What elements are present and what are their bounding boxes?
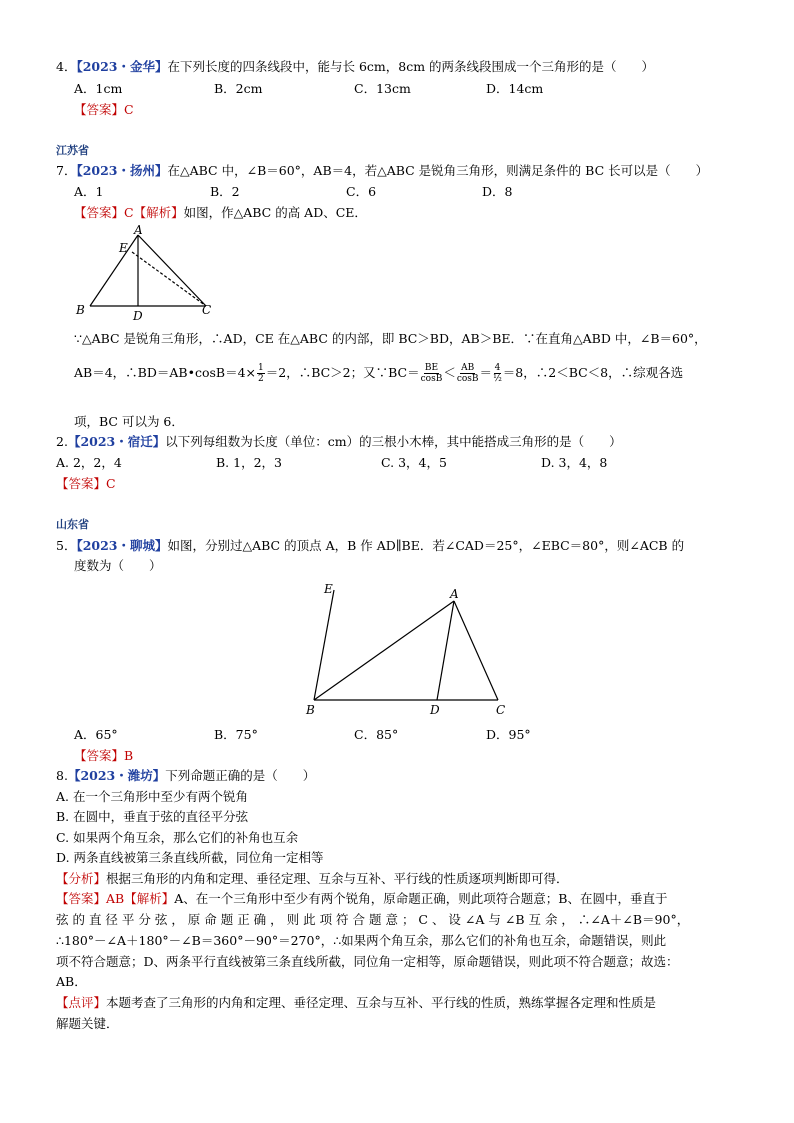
q4-option-a: A．1cm bbox=[74, 81, 123, 96]
q7-solution-text-c: ＝8，∴2＜BC＜8，∴综观各选 bbox=[502, 365, 684, 380]
q8-number: 8. bbox=[56, 768, 68, 783]
q7-fraction-be-num: BE bbox=[424, 363, 439, 373]
q7-option-a: A．1 bbox=[74, 184, 104, 199]
q7-fraction-ab-cosb bbox=[457, 363, 479, 384]
q8-comment-line1 bbox=[56, 994, 656, 1012]
province-heading-shandong: 山东省 bbox=[56, 518, 89, 531]
q8-analysis-text: 根据三角形的内角和定理、垂径定理、互余与互补、平行线的性质逐项判断即可得． bbox=[106, 871, 569, 886]
q5-answer bbox=[74, 747, 133, 765]
q5-label-e: E bbox=[324, 582, 333, 596]
q8-option-b: B. 在圆中，垂直于弦的直径平分弦 bbox=[56, 809, 249, 824]
q8-option-c: C. 如果两个角互余，那么它们的补角也互余 bbox=[56, 830, 299, 845]
q5-option-d: D．95° bbox=[486, 727, 531, 742]
q8-comment-line2: 解题关键． bbox=[56, 1016, 119, 1031]
q7-answer-line bbox=[74, 204, 367, 222]
q2-stem: 以下列每组数为长度（单位：cm）的三根小木棒，其中能搭成三角形的是（ ） bbox=[165, 434, 622, 449]
q8-explain-line4: 项不符合题意；D、两条平行直线被第三条直线所截，同位角一定相等，原命题错误，则此项不符合题意；故选： bbox=[56, 954, 679, 969]
q7-solution-line3: 项，BC 可以为 6． bbox=[74, 414, 184, 429]
q8-explain-line5: AB． bbox=[56, 974, 87, 989]
q2-stem-line bbox=[56, 433, 622, 451]
q5-answer-value: B bbox=[124, 748, 134, 763]
q7-fraction-be-den: cosB bbox=[420, 374, 443, 384]
q7-label-c: C bbox=[202, 303, 212, 317]
q4-source-tag: 【2023・金华】 bbox=[76, 59, 168, 74]
q5-segment-ad bbox=[437, 601, 454, 700]
q8-answer-line bbox=[56, 890, 667, 908]
q2-number: 2. bbox=[56, 434, 68, 449]
q8-stem: 下列命题正确的是（ ） bbox=[165, 768, 316, 783]
q7-less-than: ＜ bbox=[443, 365, 456, 380]
q7-fraction-half bbox=[257, 363, 265, 384]
q7-fraction-4-half bbox=[493, 363, 502, 384]
q8-explain-line1: A、在一个三角形中至少有两个锐角，原命题正确，则此项符合题意；B、在圆中，垂直于 bbox=[174, 891, 668, 906]
q5-stem: 如图，分别过△ABC 的顶点 A，B 作 AD∥BE．若∠CAD＝25°，∠EBC＝80°，则∠ACB 的 bbox=[167, 538, 685, 553]
q8-analysis-label: 【分析】 bbox=[56, 871, 107, 886]
q7-stem-line bbox=[56, 162, 708, 180]
q5-segment-ba bbox=[314, 601, 454, 700]
q8-source-tag: 【2023・潍坊】 bbox=[67, 768, 166, 783]
q8-answer-value: AB bbox=[106, 891, 125, 906]
q7-source-tag: 【2023・扬州】 bbox=[76, 163, 168, 178]
q2-answer-label: 【答案】 bbox=[56, 476, 107, 491]
q8-option-d: D. 两条直线被第三条直线所截，同位角一定相等 bbox=[56, 850, 324, 865]
q7-fraction-be-cosb bbox=[421, 363, 443, 384]
q4-options bbox=[74, 80, 543, 98]
q7-equals: ＝ bbox=[479, 365, 493, 380]
q7-option-b: B．2 bbox=[210, 184, 240, 199]
q2-option-a: A. 2，2，4 bbox=[56, 455, 122, 470]
q7-answer-label: 【答案】 bbox=[74, 205, 125, 220]
q5-stem-line2: 度数为（ ） bbox=[74, 558, 162, 573]
q5-figure bbox=[296, 578, 518, 722]
q7-fraction-ab-den: cosB bbox=[456, 374, 479, 384]
q5-number: 5． bbox=[56, 538, 77, 553]
q5-segment-ac bbox=[454, 601, 498, 700]
q7-number: 7． bbox=[56, 163, 77, 178]
q4-option-d: D．14cm bbox=[486, 81, 544, 96]
q7-label-d: D bbox=[133, 309, 143, 323]
q7-label-b: B bbox=[76, 303, 85, 317]
q5-ray-be bbox=[314, 590, 334, 700]
q5-stem-line bbox=[56, 537, 684, 555]
q7-altitude-ce bbox=[132, 252, 206, 306]
q2-option-c: C. 3，4，5 bbox=[381, 455, 447, 470]
q8-comment-label: 【点评】 bbox=[56, 995, 107, 1010]
q2-options bbox=[56, 454, 607, 472]
q8-explain-line2: 弦 的 直 径 平 分 弦 ， 原 命 题 正 确 ， 则 此 项 符 合 题 意 ； C 、 设 ∠A 与 ∠B 互 余 ， ∴∠A＋∠B＝90°， bbox=[56, 912, 690, 927]
q7-analysis-label: 【解析】 bbox=[133, 205, 184, 220]
q8-answer-label: 【答案】 bbox=[56, 891, 107, 906]
q5-answer-label: 【答案】 bbox=[74, 748, 125, 763]
q8-analysis-line bbox=[56, 870, 569, 888]
q7-fraction-4-den: ½ bbox=[493, 374, 502, 384]
q5-label-b: B bbox=[306, 703, 315, 717]
q8-comment-text1: 本题考查了三角形的内角和定理、垂径定理、互余与互补、平行线的性质，熟练掌握各定理和性质是 bbox=[106, 995, 657, 1010]
q5-option-a: A．65° bbox=[74, 727, 118, 742]
q5-label-c: C bbox=[496, 703, 506, 717]
q8-option-a: A. 在一个三角形中至少有两个锐角 bbox=[56, 789, 248, 804]
q7-fraction-4-num: 4 bbox=[494, 363, 501, 373]
q7-label-e: E bbox=[119, 241, 128, 255]
q4-answer bbox=[74, 101, 134, 119]
q4-answer-value: C bbox=[124, 102, 134, 117]
q5-label-a: A bbox=[450, 587, 459, 601]
q4-number: 4． bbox=[56, 59, 77, 74]
province-heading-jiangsu: 江苏省 bbox=[56, 144, 89, 157]
q7-triangle-figure bbox=[70, 222, 220, 324]
q7-option-c: C．6 bbox=[346, 184, 377, 199]
q2-answer-value: C bbox=[106, 476, 116, 491]
q7-side-ac bbox=[138, 235, 206, 306]
q8-explain-line3: ∴180°－∠A＋180°－∠B＝360°－90°＝270°，∴如果两个角互余，那么它们的补角也互余，命题错误，则此 bbox=[56, 933, 667, 948]
q5-source-tag: 【2023・聊城】 bbox=[76, 538, 168, 553]
q7-stem: 在△ABC 中，∠B＝60°，AB＝4，若△ABC 是锐角三角形，则满足条件的 BC 长可以是（ ） bbox=[167, 163, 709, 178]
q5-label-d: D bbox=[430, 703, 440, 717]
q7-solution-line1: ∵△ABC 是锐角三角形，∴AD，CE 在△ABC 的内部，即 BC＞BD，AB＞BE．∵在直角△ABD 中，∠B＝60°， bbox=[74, 331, 707, 346]
q8-explain-label: 【解析】 bbox=[124, 891, 175, 906]
q7-answer-value: C bbox=[124, 205, 134, 220]
q2-option-d: D. 3，4，8 bbox=[541, 455, 608, 470]
q4-option-c: C．13cm bbox=[354, 81, 411, 96]
q7-solution-line2 bbox=[74, 360, 683, 386]
q7-option-d: D．8 bbox=[482, 184, 513, 199]
q7-analysis-intro: 如图，作△ABC 的高 AD、CE． bbox=[183, 205, 367, 220]
q5-options bbox=[74, 726, 531, 744]
q2-source-tag: 【2023・宿迁】 bbox=[67, 434, 166, 449]
q4-answer-label: 【答案】 bbox=[74, 102, 125, 117]
q7-options bbox=[74, 183, 512, 201]
q5-option-c: C．85° bbox=[354, 727, 399, 742]
q7-label-a: A bbox=[134, 223, 143, 237]
q7-fraction-half-num: 1 bbox=[258, 363, 264, 373]
q2-option-b: B. 1，2，3 bbox=[216, 455, 282, 470]
q7-side-ab bbox=[90, 235, 138, 306]
q7-solution-text-a: AB＝4，∴BD＝AB•cosB＝4× bbox=[74, 365, 257, 380]
q4-stem-line bbox=[56, 58, 654, 76]
q4-stem: 在下列长度的四条线段中，能与长 6cm，8cm 的两条线段围成一个三角形的是（ ） bbox=[167, 59, 655, 74]
q7-fraction-half-den: 2 bbox=[258, 374, 264, 384]
q5-option-b: B．75° bbox=[214, 727, 258, 742]
q4-option-b: B．2cm bbox=[214, 81, 263, 96]
q2-answer bbox=[56, 475, 116, 493]
q7-solution-text-b: ＝2，∴BC＞2；又∵BC＝ bbox=[265, 365, 420, 380]
q7-fraction-ab-num: AB bbox=[461, 363, 475, 373]
q8-stem-line bbox=[56, 767, 315, 785]
